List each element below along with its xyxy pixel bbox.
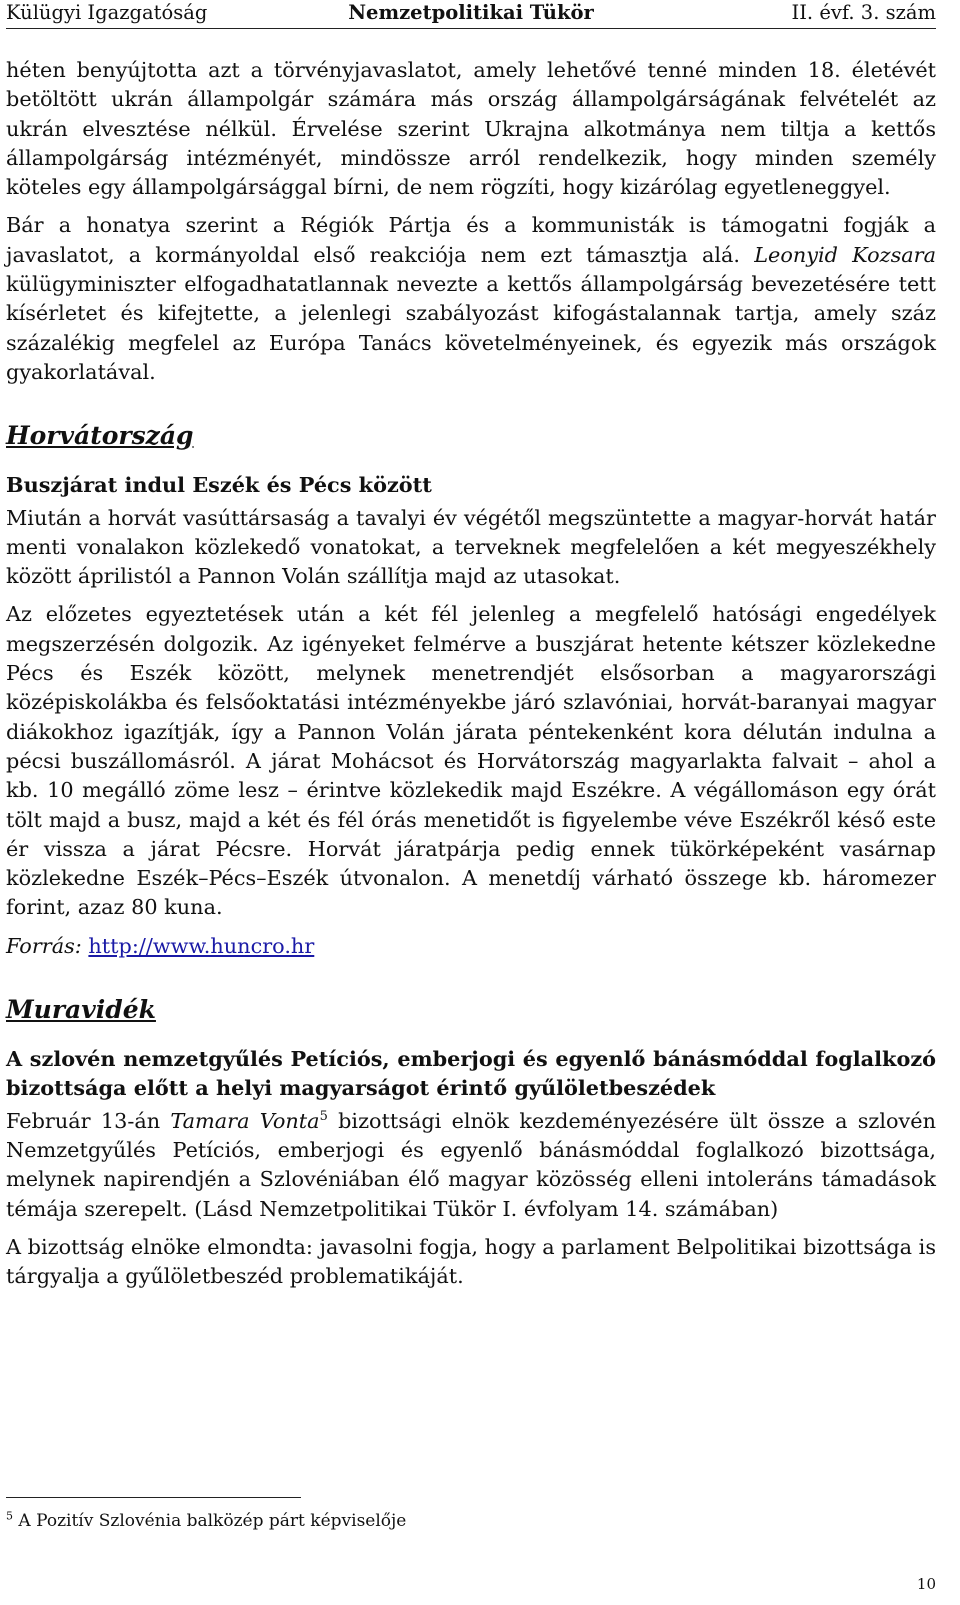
source-link[interactable]: http://www.huncro.hr bbox=[88, 933, 315, 958]
header-publication-title: Nemzetpolitikai Tükör bbox=[348, 1, 594, 24]
section-heading-muravidek: Muravidék bbox=[6, 995, 156, 1025]
footnote-text: A Pozitív Szlovénia balközép párt képviselője bbox=[18, 1511, 407, 1531]
intro-paragraph-1: héten benyújtotta azt a törvényjavaslatot, amely lehetővé tenné minden 18. életévét betöltött ukrán állampolgár számára más ország állampolgárságának felvételét az ukrán elvesztése nélkül. Érvelése szerint Ukrajna alkotmánya nem tiltja a kettős állampolgárság intézményét, mindössze arról rendelkezik, hogy minden személy köteles egy állampolgársággal bírni, de nem rögzíti, hogy kizárólag egyetleneggyel. bbox=[6, 58, 936, 200]
minister-name: Leonyid Kozsara bbox=[754, 242, 936, 267]
article-title-hate-speech: A szlovén nemzetgyűlés Petíciós, emberjogi és egyenlő bánásmóddal foglalkozó bizottsága előtt a helyi magyarságot érintő gyűlöletbeszédek bbox=[6, 1046, 936, 1101]
article-title-bus: Buszjárat indul Eszék és Pécs között bbox=[6, 472, 432, 498]
intro-paragraph-2 bbox=[6, 211, 936, 387]
footnote bbox=[6, 1510, 406, 1532]
page-header bbox=[6, 0, 936, 29]
page-number: 10 bbox=[916, 1575, 936, 1593]
header-department: Külügyi Igazgatóság bbox=[6, 1, 208, 24]
header-issue: II. évf. 3. szám bbox=[791, 1, 936, 24]
source-label: Forrás: bbox=[6, 933, 82, 958]
page-body bbox=[6, 56, 936, 1300]
footnote-number: 5 bbox=[6, 1509, 13, 1523]
muravidek-p1-text-b: bizottsági elnök kezdeményezésére ült össze a szlovén Nemzetgyűlés Petíciós, emberjogi és egyenlő bánásmóddal foglalkozó bizottsága, melynek napirendjén a Szlovéniában élő magyar közösség elleni intoleráns támadások témája szerepelt. (Lásd Nemzetpolitikai Tükör I. évfolyam 14. számában) bbox=[6, 1108, 937, 1221]
croatia-paragraph-1: Miután a horvát vasúttársaság a tavalyi év végétől megszüntette a magyar-horvát határ menti vonalakon közlekedő vonatokat, a terveknek megfelelően a két megyeszékhely között áprilistól a Pannon Volán szállítja majd az utasokat. bbox=[6, 505, 936, 589]
croatia-paragraph-2: Az előzetes egyeztetések után a két fél jelenleg a megfelelő hatósági engedélyek megszerzésén dolgozik. Az igényeket felmérve a buszjárat hetente kétszer közlekedne Pécs és Eszék között, melynek menetrendjét elsősorban a magyarországi középiskolákba és felsőoktatási intézményekbe járó szlavóniai, horvát-baranyai magyar diákokhoz igazítják, így a Pannon Volán járata péntekenként kora délután indulna a pécsi buszállomásról. A járat Mohácsot és Horvátország magyarlakta falvait – ahol a kb. 10 megálló zöme lesz – érintve közlekedik majd Eszékre. A végállomáson egy órát tölt majd a busz, majd a két és fél órás menetidőt is figyelembe véve Eszékről késő este ér vissza a járat Pécsre. Horvát járatpárja pedig ennek tükörképeként vasárnap közlekedne Eszék–Pécs–Eszék útvonalon. A menetdíj várható összege kb. háromezer forint, azaz 80 kuna. bbox=[6, 602, 936, 920]
muravidek-paragraph-1 bbox=[6, 1107, 936, 1224]
intro-p2-text-b: külügyminiszter elfogadhatatlannak nevezte a kettős állampolgárság bevezetésére tett kísérletet és kifejtette, a jelenlegi szabályozást kifogástalannak tartja, amely száz százalékig megfelel az Európa Tanács követelményeinek, és egyezik más országok gyakorlatával. bbox=[6, 272, 936, 384]
committee-chair-name: Tamara Vonta bbox=[170, 1108, 320, 1133]
source-line bbox=[6, 932, 936, 961]
footnote-divider bbox=[6, 1497, 301, 1498]
muravidek-paragraph-2: A bizottság elnöke elmondta: javasolni fogja, hogy a parlament Belpolitikai bizottsága is tárgyalja a gyűlöletbeszéd problematikáját. bbox=[6, 1234, 936, 1289]
intro-p2-text-a: Bár a honatya szerint a Régiók Pártja és a kommunisták is támogatni fogják a javaslatot, a kormányoldal első reakciója nem ezt támasztja alá. bbox=[6, 213, 936, 267]
footnote-reference[interactable]: 5 bbox=[319, 1108, 328, 1124]
section-heading-croatia: Horvátország bbox=[6, 421, 194, 451]
muravidek-p1-text-a: Február 13-án bbox=[6, 1108, 171, 1133]
